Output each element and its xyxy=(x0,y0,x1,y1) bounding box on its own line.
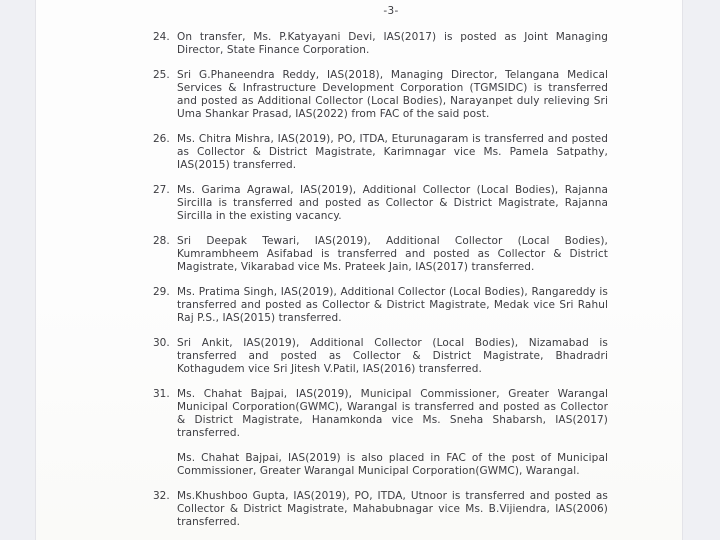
item-text: Ms.Khushboo Gupta, IAS(2019), PO, ITDA, Utnoor is transferred and posted as Collector & District Magistrate, Mahabubnagar vice Ms. B.Vijiendra, IAS(2006) transferred. xyxy=(177,490,608,528)
order-item-24 xyxy=(153,31,682,57)
item-number: 31. xyxy=(153,388,170,400)
item-text: Ms. Garima Agrawal, IAS(2019), Additional Collector (Local Bodies), Rajanna Sircilla is transferred and posted as Collector & District Magistrate, Rajanna Sircilla in the existing vacancy. xyxy=(177,184,608,222)
order-item-29 xyxy=(153,286,682,325)
order-item-30 xyxy=(153,337,682,376)
item-number: 32. xyxy=(153,490,170,502)
item-text: Sri Deepak Tewari, IAS(2019), Additional Collector (Local Bodies), Kumrambheem Asifabad is transferred and posted as Collector & District Magistrate, Vikarabad vice Ms. Prateek Jain, IAS(2017) transferred. xyxy=(177,235,608,273)
item-text: On transfer, Ms. P.Katyayani Devi, IAS(2017) is posted as Joint Managing Director, State Finance Corporation. xyxy=(177,31,608,56)
item-number: 29. xyxy=(153,286,170,298)
item-number: 25. xyxy=(153,69,170,81)
item-number: 30. xyxy=(153,337,170,349)
order-item-25 xyxy=(153,69,682,121)
order-item-31 xyxy=(153,388,682,440)
order-item-31-continuation xyxy=(153,452,682,478)
item-number: 28. xyxy=(153,235,170,247)
item-number: 27. xyxy=(153,184,170,196)
item-text: Ms. Chahat Bajpai, IAS(2019), Municipal Commissioner, Greater Warangal Municipal Corporation(GWMC), Warangal is transferred and posted as Collector & District Magistrate, Hanamkonda vice Ms. Sneha Shabarsh, IAS(2017) transferred. xyxy=(177,388,608,439)
order-item-27 xyxy=(153,184,682,223)
page-number: -3- xyxy=(383,5,399,17)
order-item-28 xyxy=(153,235,682,274)
order-item-26 xyxy=(153,133,682,172)
document-page xyxy=(35,0,683,540)
item-text: Sri Ankit, IAS(2019), Additional Collector (Local Bodies), Nizamabad is transferred and posted as Collector & District Magistrate, Bhadradri Kothagudem vice Sri Jitesh V.Patil, IAS(2016) transferred. xyxy=(177,337,608,375)
item-text: Ms. Chahat Bajpai, IAS(2019) is also placed in FAC of the post of Municipal Commissioner, Greater Warangal Municipal Corporation(GWMC), Warangal. xyxy=(177,452,608,477)
item-text: Ms. Chitra Mishra, IAS(2019), PO, ITDA, Eturunagaram is transferred and posted as Collector & District Magistrate, Karimnagar vice Ms. Pamela Satpathy, IAS(2015) transferred. xyxy=(177,133,608,171)
item-number xyxy=(153,452,177,478)
item-text: Sri G.Phaneendra Reddy, IAS(2018), Managing Director, Telangana Medical Services & Infrastructure Development Corporation (TGMSIDC) is transferred and posted as Additional Collector (Local Bodies), Narayanpet duly relieving Sri Uma Shankar Prasad, IAS(2022) from FAC of the said post. xyxy=(177,69,608,120)
item-text: Ms. Pratima Singh, IAS(2019), Additional Collector (Local Bodies), Rangareddy is transferred and posted as Collector & District Magistrate, Medak vice Sri Rahul Raj P.S., IAS(2015) transferred. xyxy=(177,286,608,324)
item-number: 24. xyxy=(153,31,170,43)
order-item-32 xyxy=(153,490,682,529)
item-number: 26. xyxy=(153,133,170,145)
